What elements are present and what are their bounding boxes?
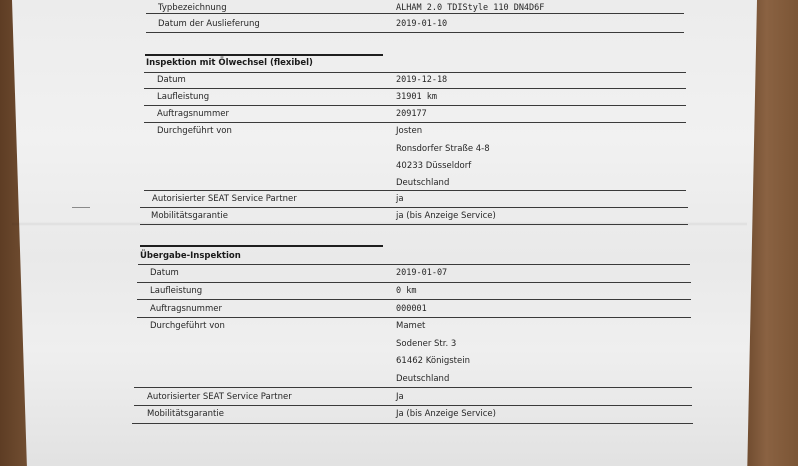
- row-divider: [132, 423, 693, 424]
- row-divider: [144, 72, 686, 73]
- handover-date-value: 2019-01-07: [396, 268, 448, 278]
- row-divider: [138, 264, 690, 265]
- handover-dealer-street: Sodener Str. 3: [396, 339, 457, 349]
- handover-partner-value: Ja: [396, 392, 404, 402]
- row-divider: [137, 299, 691, 300]
- section-title-handover-inspection: Übergabe-Inspektion: [140, 251, 241, 261]
- row-divider: [144, 105, 686, 106]
- handover-mileage-value: 0 km: [396, 286, 417, 296]
- row-divider: [134, 387, 692, 388]
- oil-mileage-label: Laufleistung: [157, 92, 210, 102]
- handover-warranty-value: Ja (bis Anzeige Service): [396, 409, 496, 419]
- oil-mileage-value: 31901 km: [396, 92, 437, 102]
- handover-mileage-label: Laufleistung: [150, 286, 203, 296]
- model-label: Typbezeichnung: [158, 3, 227, 13]
- row-divider: [137, 317, 691, 318]
- model-value: ALHAM 2.0 TDIStyle 110 DN4D6F: [396, 3, 545, 13]
- row-divider: [146, 32, 684, 33]
- oil-order-value: 209177: [396, 109, 427, 119]
- oil-warranty-value: ja (bis Anzeige Service): [396, 211, 496, 221]
- handover-partner-label: Autorisierter SEAT Service Partner: [147, 392, 292, 402]
- handover-date-label: Datum: [150, 268, 179, 278]
- handover-order-value: 000001: [396, 304, 427, 314]
- section-title-oil-inspection: Inspektion mit Ölwechsel (flexibel): [146, 58, 313, 68]
- oil-partner-value: ja: [396, 194, 404, 204]
- handover-dealer-city: 61462 Königstein: [396, 356, 470, 366]
- handover-warranty-label: Mobilitätsgarantie: [147, 409, 224, 419]
- oil-performed-label: Durchgeführt von: [157, 126, 232, 136]
- delivery-date-value: 2019-01-10: [396, 19, 448, 29]
- handover-dealer-name: Mamet: [396, 321, 426, 331]
- oil-warranty-label: Mobilitätsgarantie: [151, 211, 228, 221]
- row-divider: [134, 405, 692, 406]
- oil-dealer-name: Josten: [396, 126, 423, 136]
- section-heading-rule: [140, 245, 383, 247]
- row-divider: [140, 207, 688, 208]
- handover-dealer-country: Deutschland: [396, 374, 450, 384]
- margin-mark: [72, 207, 90, 208]
- oil-dealer-city: 40233 Düsseldorf: [396, 161, 472, 171]
- oil-dealer-street: Ronsdorfer Straße 4-8: [396, 144, 490, 154]
- oil-date-label: Datum: [157, 75, 186, 85]
- handover-performed-label: Durchgeführt von: [150, 321, 225, 331]
- row-divider: [140, 224, 688, 225]
- row-divider: [137, 282, 691, 283]
- row-divider: [144, 122, 686, 123]
- row-divider: [146, 13, 684, 14]
- delivery-date-label: Datum der Auslieferung: [158, 19, 260, 29]
- row-divider: [144, 190, 686, 191]
- row-divider: [144, 88, 686, 89]
- oil-date-value: 2019-12-18: [396, 75, 448, 85]
- oil-order-label: Auftragsnummer: [157, 109, 229, 119]
- handover-order-label: Auftragsnummer: [150, 304, 222, 314]
- oil-dealer-country: Deutschland: [396, 178, 450, 188]
- oil-partner-label: Autorisierter SEAT Service Partner: [152, 194, 297, 204]
- section-heading-rule: [145, 54, 383, 56]
